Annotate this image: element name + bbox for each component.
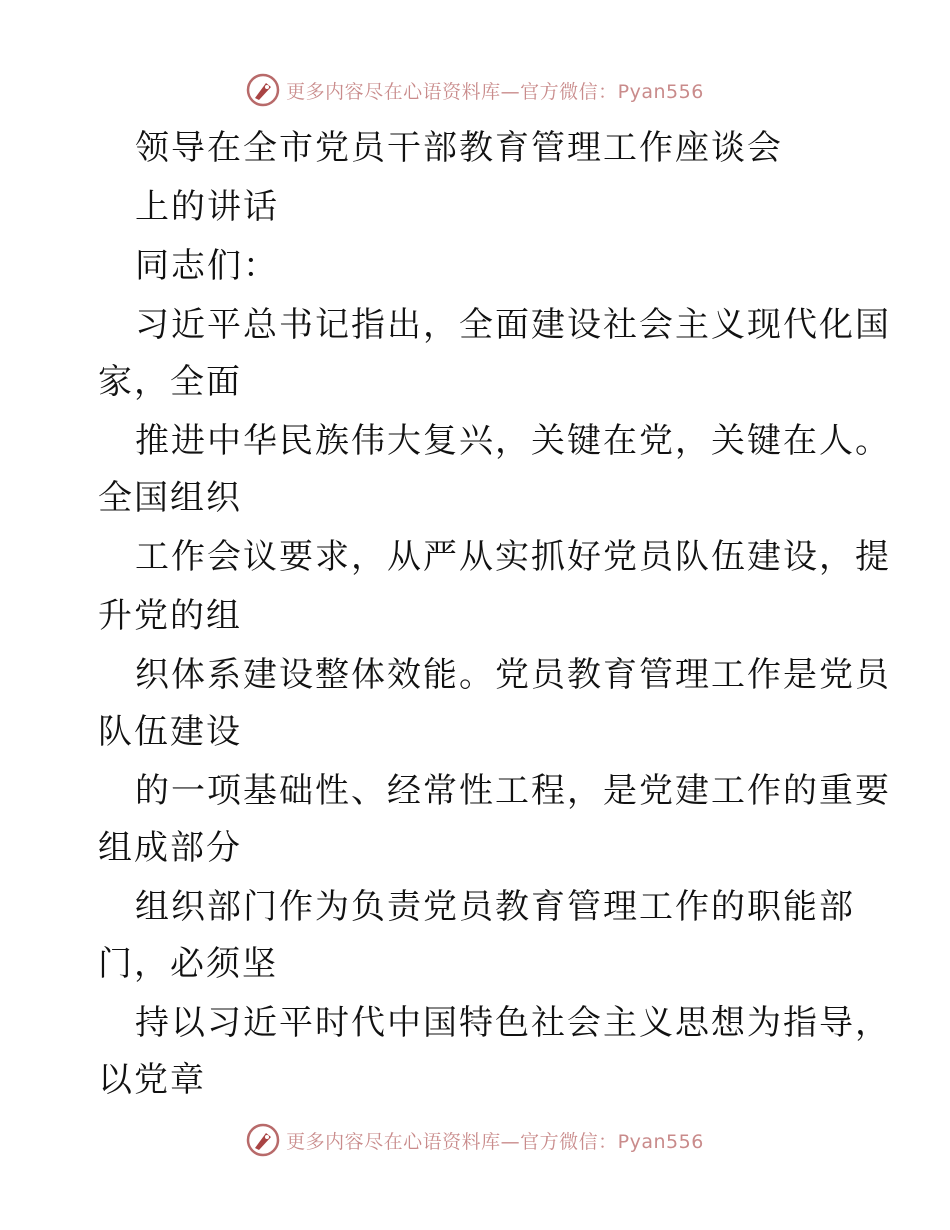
paragraph-line: 以党章 (98, 1060, 206, 1100)
watermark-text: 更多内容尽在心语资料库—官方微信：Pyan556 (286, 1130, 704, 1153)
paragraph-line: 家，全面 (98, 362, 242, 402)
paragraph-line: 全国组织 (98, 478, 242, 518)
paragraph-line: 队伍建设 (98, 712, 242, 752)
footer-watermark (0, 1120, 950, 1160)
paragraph-line: 门，必须坚 (98, 944, 278, 984)
paragraph-line: 组织部门作为负责党员教育管理工作的职能部 (135, 887, 855, 927)
paragraph-line: 持以习近平时代中国特色社会主义思想为指导， (135, 1003, 891, 1043)
paragraph-line: 的一项基础性、经常性工程，是党建工作的重要 (135, 771, 891, 811)
document-title-line-1: 领导在全市党员干部教育管理工作座谈会 (135, 128, 783, 168)
greeting: 同志们： (135, 246, 279, 286)
document-title-line-2: 上的讲话 (135, 187, 279, 227)
paragraph-line: 升党的组 (98, 596, 242, 636)
watermark-text: 更多内容尽在心语资料库—官方微信：Pyan556 (286, 80, 704, 103)
pen-nib-logo-icon (246, 1123, 280, 1157)
paragraph-line: 织体系建设整体效能。党员教育管理工作是党员 (135, 655, 891, 695)
paragraph-line: 工作会议要求，从严从实抓好党员队伍建设，提 (135, 537, 891, 577)
paragraph-line: 组成部分 (98, 828, 242, 868)
paragraph-line: 习近平总书记指出，全面建设社会主义现代化国 (135, 305, 891, 345)
paragraph-line: 推进中华民族伟大复兴，关键在党，关键在人。 (135, 421, 891, 461)
